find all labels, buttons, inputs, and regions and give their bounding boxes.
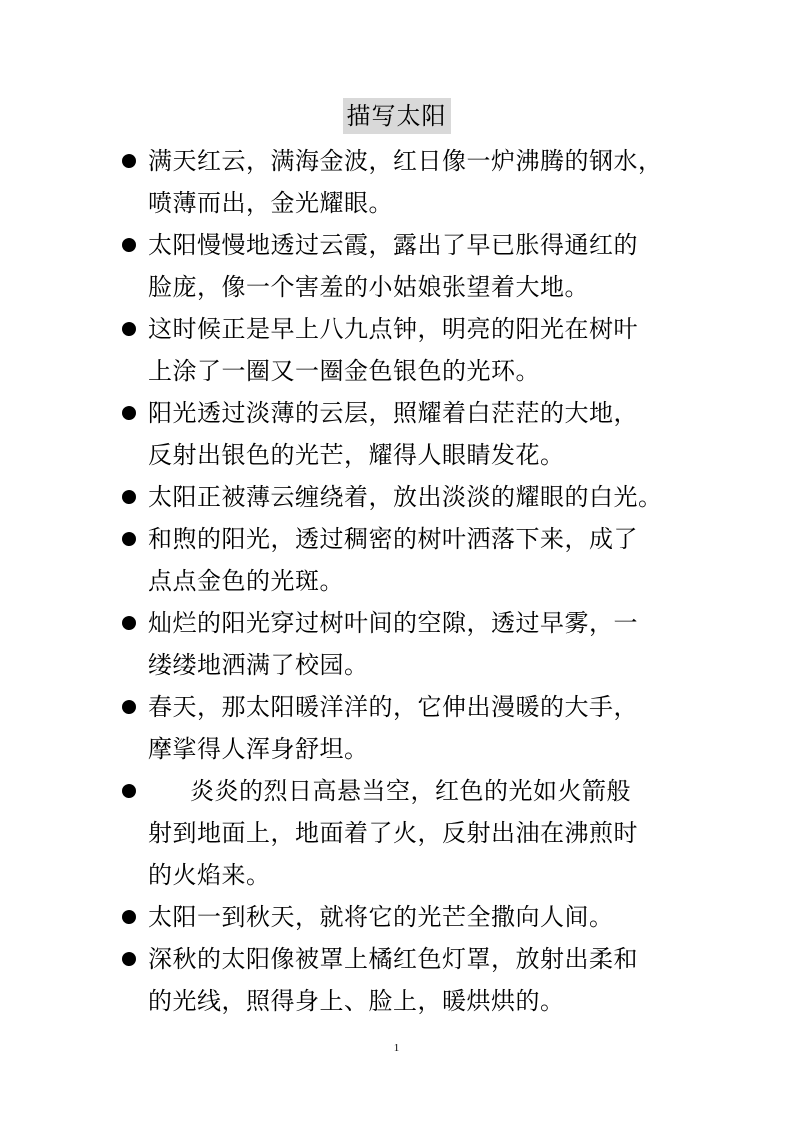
bullet-icon	[122, 700, 136, 714]
item-line: 满天红云，满海金波，红日像一炉沸腾的钢水，	[148, 147, 663, 175]
item-line: 灿烂的阳光穿过树叶间的空隙，透过早雾，一	[148, 609, 638, 637]
bullet-icon	[122, 406, 136, 420]
bullet-icon	[122, 238, 136, 252]
item-line: 射到地面上，地面着了火，反射出油在沸煎时	[148, 819, 638, 847]
bullet-icon	[122, 490, 136, 504]
item-line: 太阳慢慢地透过云霞，露出了早已胀得通红的	[148, 231, 638, 259]
item-line: 和煦的阳光，透过稠密的树叶洒落下来，成了	[148, 525, 638, 553]
list-item	[118, 602, 698, 686]
list-item	[118, 308, 698, 392]
item-line: 摩挲得人浑身舒坦。	[148, 735, 369, 763]
item-line: 阳光透过淡薄的云层，照耀着白茫茫的大地，	[148, 399, 638, 427]
title-container	[0, 98, 793, 134]
item-line: 太阳一到秋天，就将它的光芒全撒向人间。	[148, 903, 614, 931]
item-line: 脸庞，像一个害羞的小姑娘张望着大地。	[148, 273, 589, 301]
item-line: 喷薄而出，金光耀眼。	[148, 189, 393, 217]
list-item	[118, 518, 698, 602]
bullet-icon	[122, 532, 136, 546]
list-item	[118, 686, 698, 770]
item-line: 的光线，照得身上、脸上，暖烘烘的。	[148, 987, 565, 1015]
item-line: 缕缕地洒满了校园。	[148, 651, 369, 679]
item-line: 深秋的太阳像被罩上橘红色灯罩，放射出柔和	[148, 945, 638, 973]
list-item	[118, 896, 698, 938]
page-number: 1	[393, 1042, 400, 1054]
item-line: 这时候正是早上八九点钟，明亮的阳光在树叶	[148, 315, 638, 343]
list-item	[118, 476, 698, 518]
bullet-list	[118, 140, 698, 1022]
list-item	[118, 770, 698, 896]
list-item	[118, 224, 698, 308]
item-line: 的火焰来。	[148, 861, 271, 889]
list-item	[118, 392, 698, 476]
bullet-icon	[122, 616, 136, 630]
list-item	[118, 938, 698, 1022]
item-line: 反射出银色的光芒，耀得人眼睛发花。	[148, 441, 565, 469]
bullet-icon	[122, 784, 136, 798]
item-line: 上涂了一圈又一圈金色银色的光环。	[148, 357, 540, 385]
item-line: 太阳正被薄云缠绕着，放出淡淡的耀眼的白光。	[148, 483, 663, 511]
bullet-icon	[122, 154, 136, 168]
document-title: 描写太阳	[343, 98, 451, 134]
item-line: 点点金色的光斑。	[148, 567, 344, 595]
bullet-icon	[122, 952, 136, 966]
item-line: 炎炎的烈日高悬当空，红色的光如火箭般	[190, 777, 631, 805]
bullet-icon	[122, 910, 136, 924]
item-line: 春天，那太阳暖洋洋的，它伸出漫暖的大手，	[148, 693, 638, 721]
bullet-icon	[122, 322, 136, 336]
list-item	[118, 140, 698, 224]
